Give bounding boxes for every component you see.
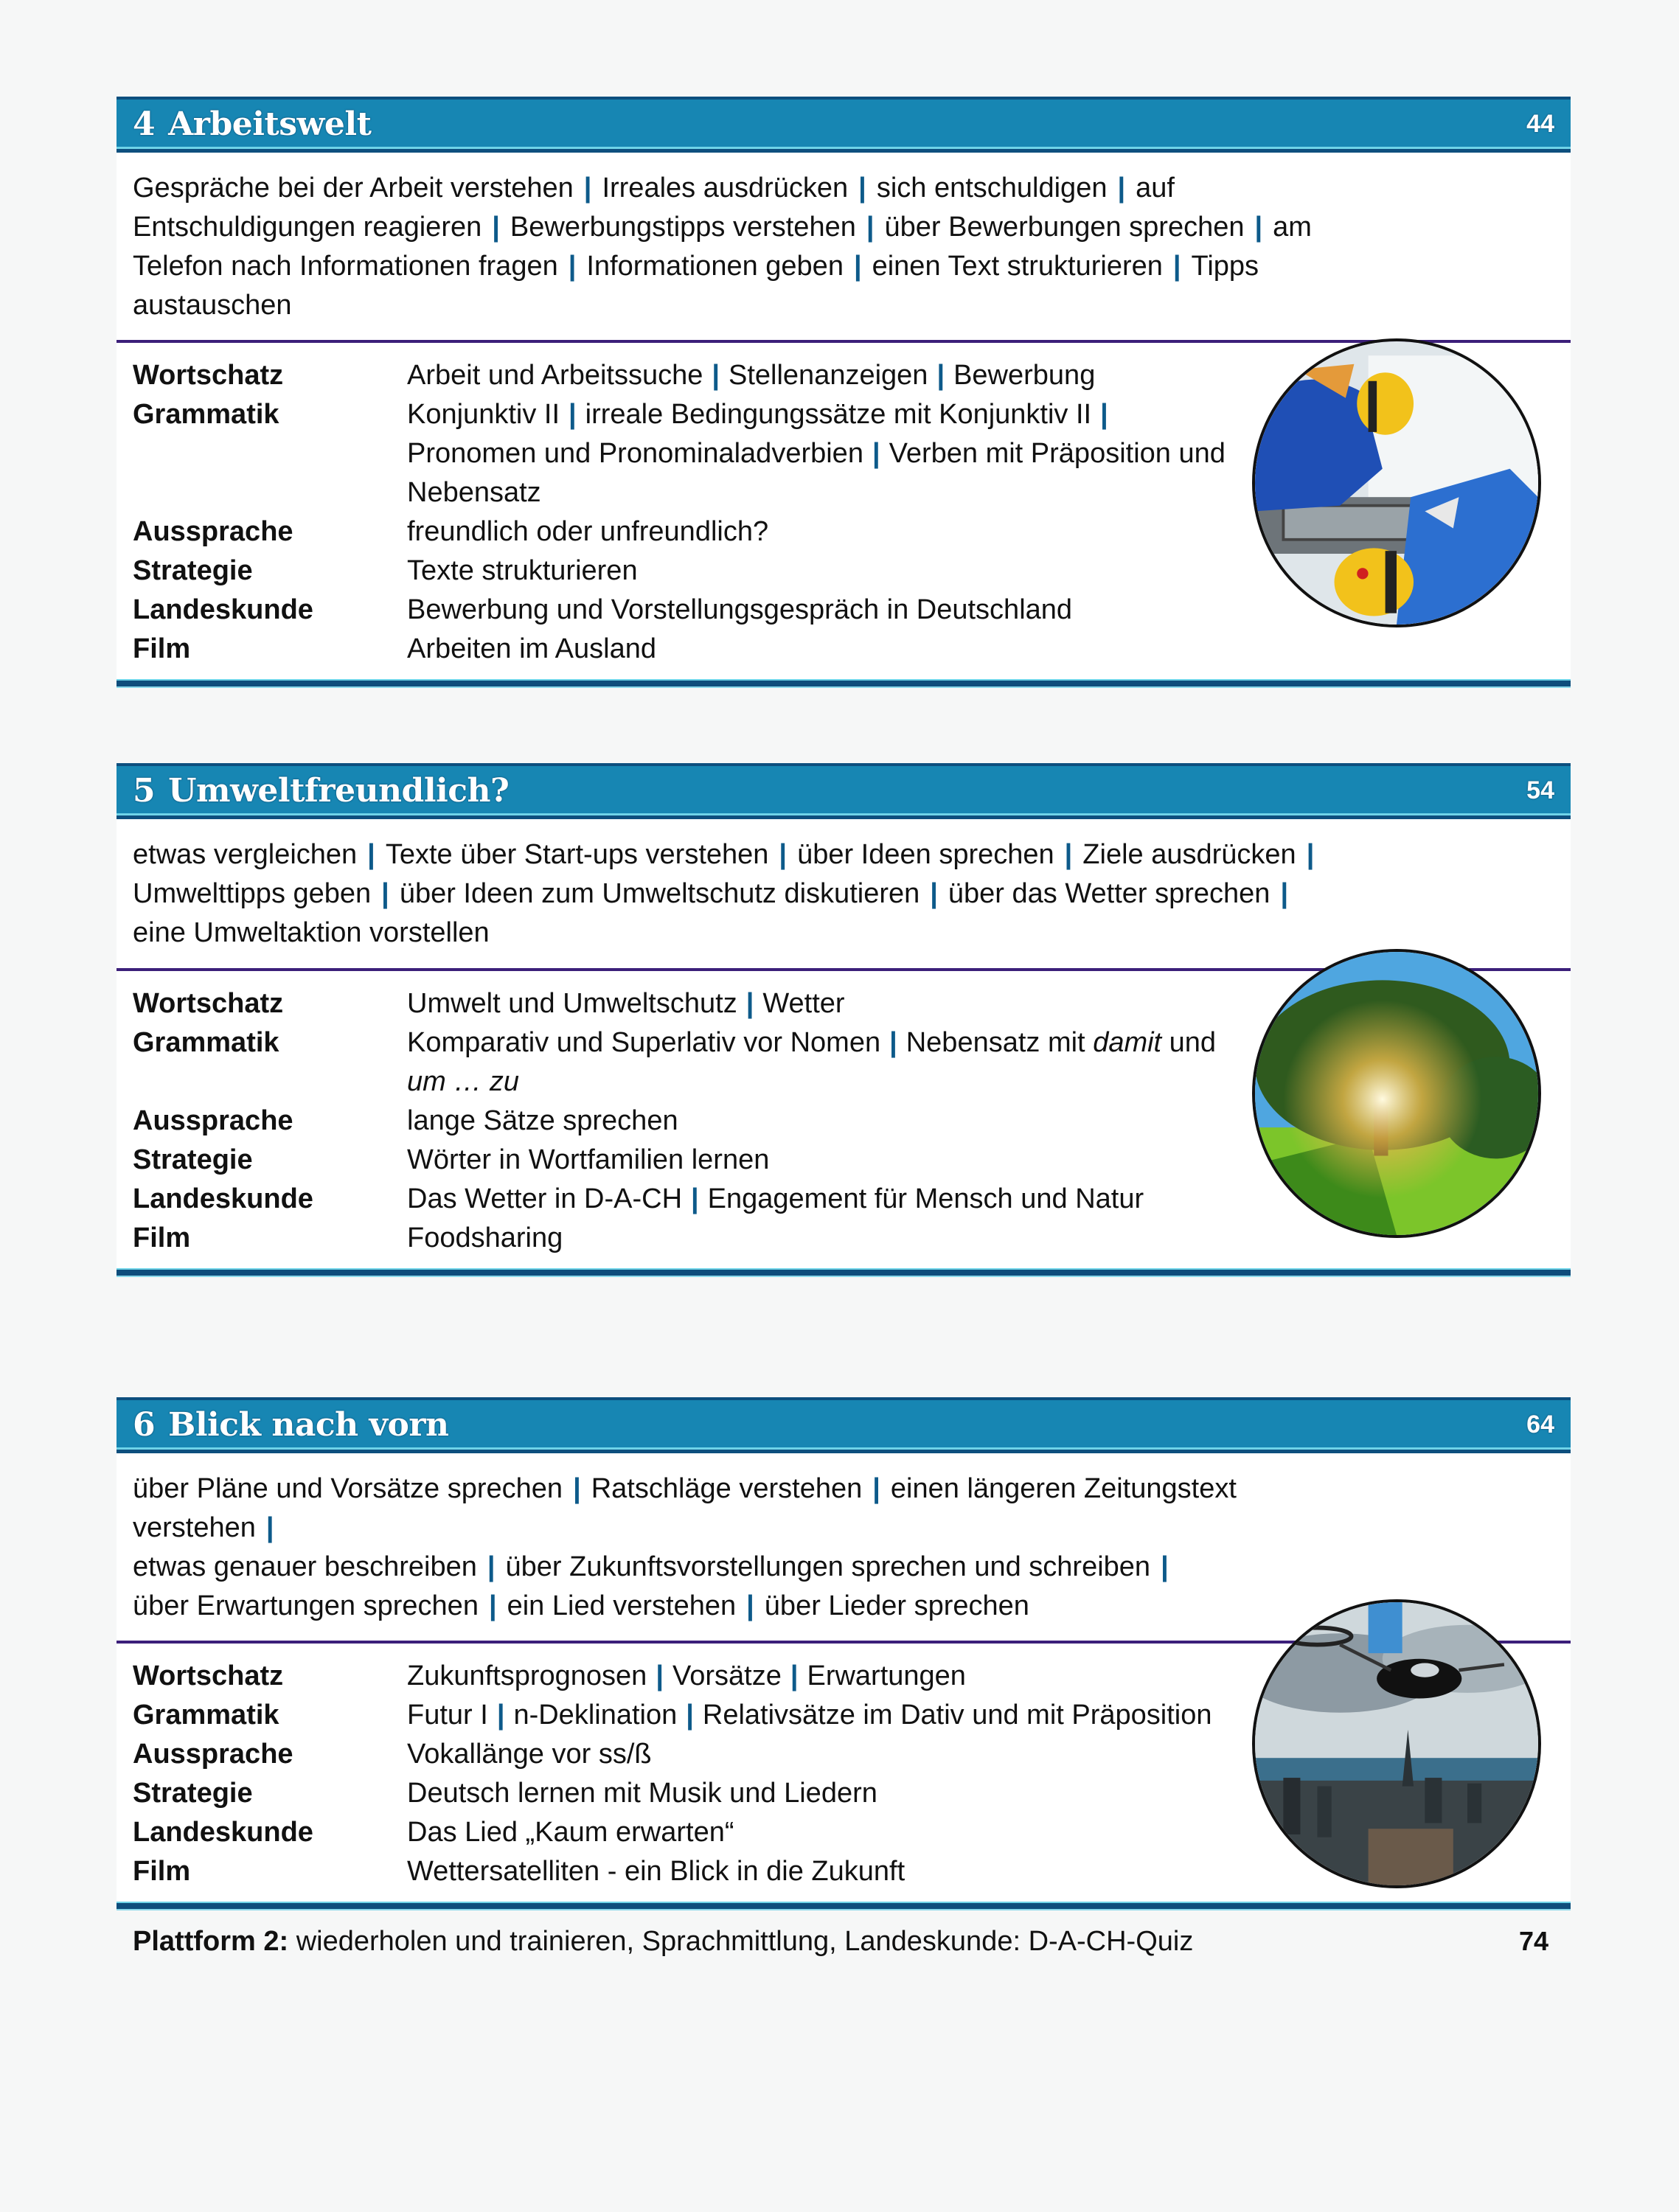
unit-goals bbox=[117, 153, 1571, 340]
goal: sich entschuldigen bbox=[876, 173, 1108, 204]
separator: | bbox=[779, 839, 788, 870]
detail-value: Bewerbung und Vorstellungsgespräch in Deutschland bbox=[407, 594, 1073, 625]
detail-value bbox=[407, 1657, 1233, 1696]
separator: | bbox=[381, 878, 389, 909]
detail-row-film bbox=[133, 630, 1554, 669]
detail-label: Landeskunde bbox=[133, 594, 313, 625]
goal: Tipps austauschen bbox=[133, 251, 1259, 321]
detail-label: Grammatik bbox=[133, 1027, 279, 1058]
plattform-text: wiederholen und trainieren, Sprachmittlung, Landeskunde: D-A-CH-Quiz bbox=[296, 1926, 1194, 1957]
detail-item: Konjunktiv II bbox=[407, 399, 560, 430]
separator: | bbox=[1117, 173, 1126, 204]
goal: Informationen geben bbox=[586, 251, 844, 282]
detail-value bbox=[407, 356, 1233, 395]
separator: | bbox=[367, 839, 375, 870]
detail-value: Foodsharing bbox=[407, 1222, 563, 1253]
detail-value bbox=[407, 984, 1233, 1023]
detail-item: Futur I bbox=[407, 1700, 488, 1731]
detail-value: Das Lied „Kaum erwarten“ bbox=[407, 1817, 734, 1848]
unit-details bbox=[117, 971, 1571, 1268]
detail-label: Film bbox=[133, 1222, 191, 1253]
goal: Ratschläge verstehen bbox=[591, 1473, 863, 1504]
detail-label: Grammatik bbox=[133, 399, 279, 430]
goal: eine Umweltaktion vorstellen bbox=[133, 917, 490, 948]
separator: | bbox=[872, 438, 880, 469]
detail-value bbox=[407, 1696, 1277, 1735]
detail-item: Verben mit Präposition und Nebensatz bbox=[407, 438, 1226, 508]
goal: über Zukunftsvorstellungen sprechen und schreiben bbox=[505, 1551, 1151, 1582]
detail-item: Stellenanzeigen bbox=[729, 360, 928, 391]
unit-title-text: Umweltfreundlich? bbox=[168, 772, 510, 810]
separator: | bbox=[1254, 212, 1263, 243]
detail-label: Film bbox=[133, 633, 191, 664]
separator: | bbox=[889, 1027, 897, 1058]
detail-value bbox=[407, 1023, 1233, 1102]
detail-value bbox=[407, 395, 1233, 512]
goal: etwas vergleichen bbox=[133, 839, 358, 870]
unit-details bbox=[117, 343, 1571, 679]
detail-label: Wortschatz bbox=[133, 988, 284, 1019]
goal: über Lieder sprechen bbox=[764, 1590, 1029, 1621]
detail-label: Wortschatz bbox=[133, 360, 284, 391]
detail-label: Aussprache bbox=[133, 516, 293, 547]
unit-goals bbox=[117, 819, 1571, 968]
detail-item: Komparativ und Superlativ vor Nomen bbox=[407, 1027, 881, 1058]
detail-value: Wörter in Wortfamilien lernen bbox=[407, 1144, 770, 1175]
detail-item: Bewerbung bbox=[953, 360, 1096, 391]
flying-car-city-photo-icon bbox=[1252, 1599, 1541, 1888]
unit-header[interactable] bbox=[117, 763, 1571, 819]
detail-label: Film bbox=[133, 1856, 191, 1887]
separator: | bbox=[853, 251, 862, 282]
unit-header[interactable] bbox=[117, 1397, 1571, 1453]
detail-label: Landeskunde bbox=[133, 1183, 313, 1214]
goal: Gespräche bei der Arbeit verstehen bbox=[133, 173, 574, 204]
detail-value: lange Sätze sprechen bbox=[407, 1105, 678, 1136]
detail-label: Aussprache bbox=[133, 1105, 293, 1136]
goal: über Erwartungen sprechen bbox=[133, 1590, 479, 1621]
detail-label: Strategie bbox=[133, 555, 253, 586]
separator: | bbox=[712, 360, 720, 391]
detail-item: n-Deklination bbox=[513, 1700, 678, 1731]
goal: über Ideen sprechen bbox=[797, 839, 1054, 870]
detail-item: Erwartungen bbox=[807, 1660, 966, 1691]
goal: über Ideen zum Umweltschutz diskutieren bbox=[399, 878, 920, 909]
unit-bottom-rule bbox=[117, 679, 1571, 688]
goal: am Telefon nach Informationen fragen bbox=[133, 212, 1312, 282]
goal: Umwelttipps geben bbox=[133, 878, 372, 909]
separator: | bbox=[492, 212, 500, 243]
separator: | bbox=[1100, 399, 1108, 430]
separator: | bbox=[745, 988, 754, 1019]
goal: einen längeren Zeitungstext verstehen bbox=[133, 1473, 1237, 1543]
detail-item: Wetter bbox=[762, 988, 845, 1019]
separator: | bbox=[496, 1700, 505, 1731]
separator: | bbox=[1172, 251, 1181, 282]
detail-item: Relativsätze im Dativ und mit Präposition bbox=[702, 1700, 1212, 1731]
plattform-line[interactable] bbox=[133, 1926, 1193, 1958]
tree-sunlight-photo-icon bbox=[1252, 949, 1541, 1238]
detail-item: Umwelt und Umweltschutz bbox=[407, 988, 737, 1019]
unit-bottom-rule bbox=[117, 1268, 1571, 1277]
detail-item: Engagement für Mensch und Natur bbox=[707, 1183, 1144, 1214]
separator: | bbox=[930, 878, 938, 909]
unit-number: 6 bbox=[133, 1406, 156, 1444]
detail-value: Deutsch lernen mit Musik und Liedern bbox=[407, 1778, 877, 1809]
separator: | bbox=[573, 1473, 581, 1504]
unit-details bbox=[117, 1644, 1571, 1902]
goal: Texte über Start-ups verstehen bbox=[385, 839, 769, 870]
detail-value: Vokallänge vor ss/ß bbox=[407, 1739, 652, 1770]
detail-value: Arbeiten im Ausland bbox=[407, 633, 656, 664]
separator: | bbox=[691, 1183, 699, 1214]
separator: | bbox=[487, 1551, 496, 1582]
detail-label: Wortschatz bbox=[133, 1660, 284, 1691]
plattform-page-number: 74 bbox=[1518, 1926, 1548, 1956]
separator: | bbox=[656, 1660, 664, 1691]
separator: | bbox=[872, 1473, 880, 1504]
unit-number: 5 bbox=[133, 772, 156, 810]
detail-label: Grammatik bbox=[133, 1700, 279, 1731]
detail-label: Aussprache bbox=[133, 1739, 293, 1770]
separator: | bbox=[1161, 1551, 1169, 1582]
separator: | bbox=[866, 212, 875, 243]
unit-title bbox=[133, 1406, 449, 1444]
detail-item: irreale Bedingungssätze mit Konjunktiv II bbox=[585, 399, 1092, 430]
detail-value: Texte strukturieren bbox=[407, 555, 638, 586]
unit-title-text: Arbeitswelt bbox=[168, 105, 372, 143]
unit-page-number: 44 bbox=[1526, 110, 1554, 138]
goal: etwas genauer beschreiben bbox=[133, 1551, 477, 1582]
goal: Bewerbungstipps verstehen bbox=[510, 212, 856, 243]
detail-value bbox=[407, 1180, 1233, 1219]
detail-label: Strategie bbox=[133, 1144, 253, 1175]
goal: Ziele ausdrücken bbox=[1082, 839, 1296, 870]
separator: | bbox=[936, 360, 945, 391]
separator: | bbox=[858, 173, 866, 204]
unit-title bbox=[133, 772, 509, 810]
unit-title bbox=[133, 105, 371, 143]
goal: ein Lied verstehen bbox=[507, 1590, 737, 1621]
separator: | bbox=[686, 1700, 694, 1731]
goal: über Pläne und Vorsätze sprechen bbox=[133, 1473, 563, 1504]
detail-item: Pronomen und Pronominaladverbien bbox=[407, 438, 863, 469]
unit-bottom-rule bbox=[117, 1902, 1571, 1910]
unit-page-number: 54 bbox=[1526, 776, 1554, 804]
detail-item: Nebensatz mit damit und um … zu bbox=[407, 1027, 1217, 1097]
unit-page-number: 64 bbox=[1526, 1411, 1554, 1439]
plattform-footer bbox=[133, 1926, 1548, 1958]
goal: über das Wetter sprechen bbox=[948, 878, 1270, 909]
separator: | bbox=[265, 1512, 274, 1543]
separator: | bbox=[583, 173, 592, 204]
goal: auf Entschuldigungen reagieren bbox=[133, 173, 1175, 243]
separator: | bbox=[488, 1590, 497, 1621]
goal: über Bewerbungen sprechen bbox=[884, 212, 1245, 243]
unit-4-section bbox=[117, 97, 1571, 688]
detail-value: freundlich oder unfreundlich? bbox=[407, 516, 769, 547]
unit-5-section bbox=[117, 763, 1571, 1277]
detail-item: Vorsätze bbox=[672, 1660, 782, 1691]
detail-label: Strategie bbox=[133, 1778, 253, 1809]
separator: | bbox=[746, 1590, 754, 1621]
separator: | bbox=[1280, 878, 1289, 909]
detail-item: Arbeit und Arbeitssuche bbox=[407, 360, 703, 391]
unit-number: 4 bbox=[133, 105, 156, 143]
plattform-label: Plattform 2: bbox=[133, 1926, 289, 1957]
detail-label: Landeskunde bbox=[133, 1817, 313, 1848]
workers-photo-icon bbox=[1252, 338, 1541, 627]
unit-6-section bbox=[117, 1397, 1571, 1910]
detail-value: Wettersatelliten - ein Blick in die Zukunft bbox=[407, 1856, 905, 1887]
detail-item: Zukunftsprognosen bbox=[407, 1660, 647, 1691]
separator: | bbox=[790, 1660, 799, 1691]
unit-header[interactable] bbox=[117, 97, 1571, 153]
detail-item: Das Wetter in D-A-CH bbox=[407, 1183, 683, 1214]
unit-title-text: Blick nach vorn bbox=[168, 1406, 449, 1444]
separator: | bbox=[1064, 839, 1073, 870]
goal: einen Text strukturieren bbox=[872, 251, 1163, 282]
goal: Irreales ausdrücken bbox=[602, 173, 849, 204]
separator: | bbox=[569, 399, 577, 430]
separator: | bbox=[568, 251, 577, 282]
separator: | bbox=[1306, 839, 1315, 870]
